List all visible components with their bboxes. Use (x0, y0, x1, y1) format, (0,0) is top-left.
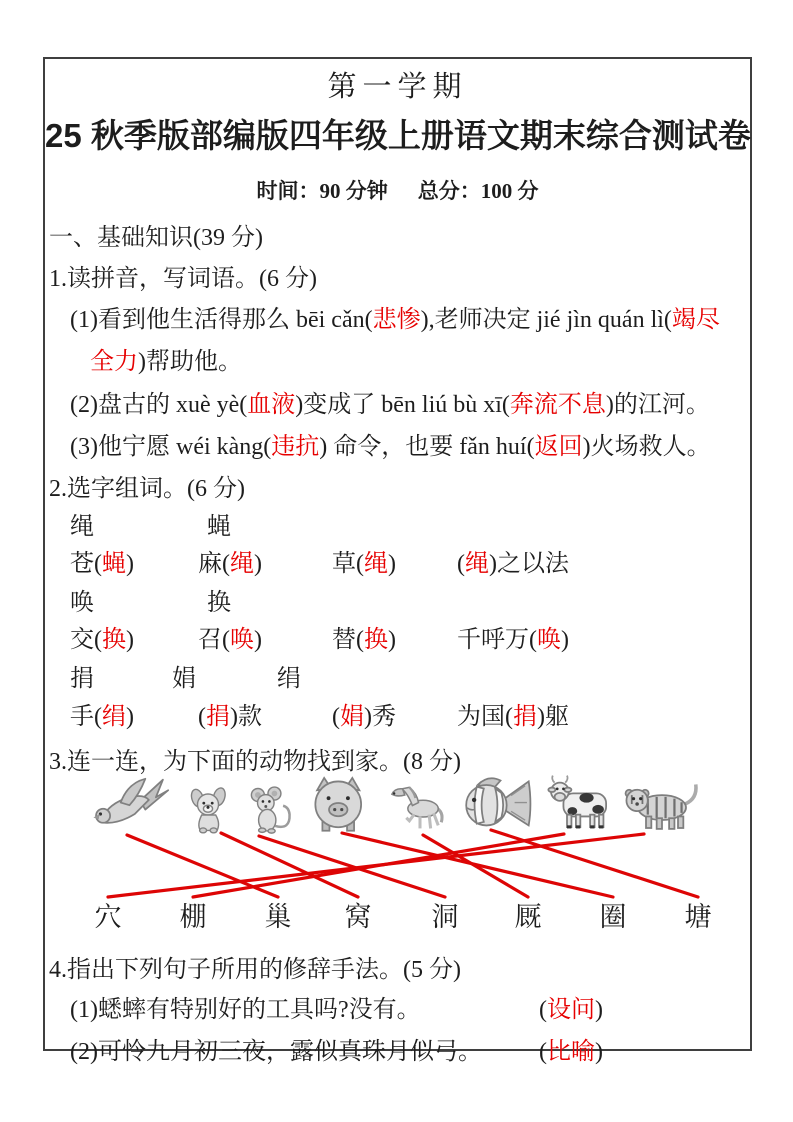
answer-text: 绳 (465, 551, 489, 577)
q2-choice-char: 捐 (70, 666, 94, 692)
answer-text: 悲惨 (372, 307, 421, 333)
q4-sentence: (1)蟋蟀有特别好的工具吗?没有。 (70, 997, 421, 1023)
semester-heading: 第一学期 (327, 71, 468, 103)
home-word: 巢 (264, 902, 292, 932)
question-text: 千呼万( (457, 627, 537, 653)
question-text: 苍( (70, 551, 102, 577)
question-text: ) (388, 627, 396, 653)
exam-page (43, 57, 752, 1065)
exam-total-score: 总分：100 分 (417, 179, 539, 203)
question-text: 为国( (457, 704, 513, 730)
horse-icon (382, 772, 458, 836)
q3-prompt: 3.连一连，为下面的动物找到家。(8 分) (49, 749, 461, 775)
home-word: 棚 (179, 902, 207, 932)
question-text: ),老师决定 jié jìn quán lì( (420, 307, 672, 333)
q2-choice-char: 换 (207, 590, 231, 616)
q1-item2 (70, 390, 710, 420)
match-line-fish (491, 830, 698, 897)
question-text: ( (457, 551, 465, 577)
q2-word (457, 702, 569, 732)
question-text: )变成了 bēn liú bù xī( (295, 392, 510, 418)
match-line-pig (342, 833, 613, 897)
q2-word (332, 702, 396, 732)
q2-word (457, 625, 569, 655)
answer-text: 血液 (247, 392, 296, 418)
fish-icon (453, 772, 541, 836)
question-text: 麻( (198, 551, 230, 577)
q2-word (332, 625, 396, 655)
match-line-mouse (259, 836, 445, 897)
home-word: 穴 (94, 902, 122, 932)
question-text: ) (595, 997, 603, 1023)
question-text: )款 (230, 704, 262, 730)
question-text: (2)盘古的 xuè yè( (70, 392, 248, 418)
question-text: 召( (198, 627, 230, 653)
answer-text: 竭尽 (671, 307, 720, 333)
q2-word (457, 549, 569, 579)
match-line-dog (221, 833, 358, 897)
answer-text: 设问 (547, 997, 595, 1023)
question-text: ( (539, 1039, 547, 1065)
answer-text: 全力 (90, 349, 138, 375)
answer-text: 蝇 (102, 551, 126, 577)
q2-choice-char: 绳 (70, 514, 94, 540)
answer-text: 返回 (534, 434, 583, 460)
question-text: 交( (70, 627, 102, 653)
q1-item3 (70, 432, 711, 462)
home-word: 塘 (684, 902, 712, 932)
q4-answer (539, 995, 603, 1025)
question-text: 替( (332, 627, 364, 653)
question-text: ) (388, 551, 396, 577)
home-word: 圈 (599, 902, 627, 932)
question-text: ) 命令，也要 fǎn huí( (319, 434, 535, 460)
section1-heading: 一、基础知识(39 分) (49, 225, 263, 251)
question-text: (1)看到他生活得那么 bēi cǎn( (70, 307, 373, 333)
question-text: ) (126, 551, 134, 577)
answer-text: 娟 (340, 704, 364, 730)
q2-word (198, 702, 262, 732)
answer-text: 捐 (206, 704, 230, 730)
question-text: )帮助他。 (138, 349, 242, 375)
q2-word (70, 702, 134, 732)
answer-text: 奔流不息 (509, 392, 606, 418)
question-text: ) (561, 627, 569, 653)
q2-choice-char: 蝇 (207, 514, 231, 540)
home-word: 洞 (431, 902, 459, 932)
bird-icon (89, 772, 177, 836)
q1-item1-line2 (90, 347, 242, 377)
answer-text: 唤 (230, 627, 254, 653)
answer-text: 比喻 (547, 1039, 595, 1065)
answer-text: 绳 (364, 551, 388, 577)
match-line-cow (193, 834, 564, 897)
q2-word (332, 549, 396, 579)
answer-text: 唤 (537, 627, 561, 653)
q4-sentence: (2)可怜九月初三夜，露似真珠月似弓。 (70, 1039, 482, 1065)
answer-text: 绢 (102, 704, 126, 730)
q4-answer (539, 1037, 603, 1067)
match-line-tiger (108, 834, 644, 897)
question-text: ) (254, 551, 262, 577)
question-text: )之以法 (489, 551, 569, 577)
question-text: ( (539, 997, 547, 1023)
q2-choice-char: 绢 (277, 666, 301, 692)
q2-word (70, 625, 134, 655)
q2-prompt: 2.选字组词。(6 分) (49, 476, 245, 502)
pig-icon (296, 772, 384, 836)
q2-choice-char: 唤 (70, 590, 94, 616)
question-text: )火场救人。 (582, 434, 711, 460)
question-text: (3)他宁愿 wéi kàng( (70, 434, 272, 460)
home-word: 厩 (514, 902, 542, 932)
home-word: 窝 (344, 902, 372, 932)
q1-item1-line1 (70, 305, 720, 335)
question-text: 草( (332, 551, 364, 577)
question-text: ( (332, 704, 340, 730)
question-text: 手( (70, 704, 102, 730)
q2-choice-char: 娟 (172, 666, 196, 692)
q2-word (198, 625, 262, 655)
question-text: ) (254, 627, 262, 653)
q2-word (70, 549, 134, 579)
question-text: )躯 (537, 704, 569, 730)
answer-text: 绳 (230, 551, 254, 577)
answer-text: 捐 (513, 704, 537, 730)
question-text: ( (198, 704, 206, 730)
question-text: ) (126, 627, 134, 653)
q4-prompt: 4.指出下列句子所用的修辞手法。(5 分) (49, 957, 461, 983)
answer-text: 换 (102, 627, 126, 653)
tiger-icon (613, 772, 711, 836)
question-text: ) (126, 704, 134, 730)
exam-meta (45, 175, 750, 205)
q1-prompt: 1.读拼音，写词语。(6 分) (49, 266, 317, 292)
question-text: ) (595, 1039, 603, 1065)
exam-time: 时间：90 分钟 (256, 179, 388, 203)
question-text: )的江河。 (605, 392, 710, 418)
match-line-horse (423, 835, 528, 897)
question-text: )秀 (364, 704, 396, 730)
match-line-bird (127, 835, 278, 897)
page-title: 25 秋季版部编版四年级上册语文期末综合测试卷 (45, 117, 751, 154)
match-lines (45, 59, 754, 1053)
answer-text: 换 (364, 627, 388, 653)
q2-word (198, 549, 262, 579)
answer-text: 违抗 (271, 434, 320, 460)
